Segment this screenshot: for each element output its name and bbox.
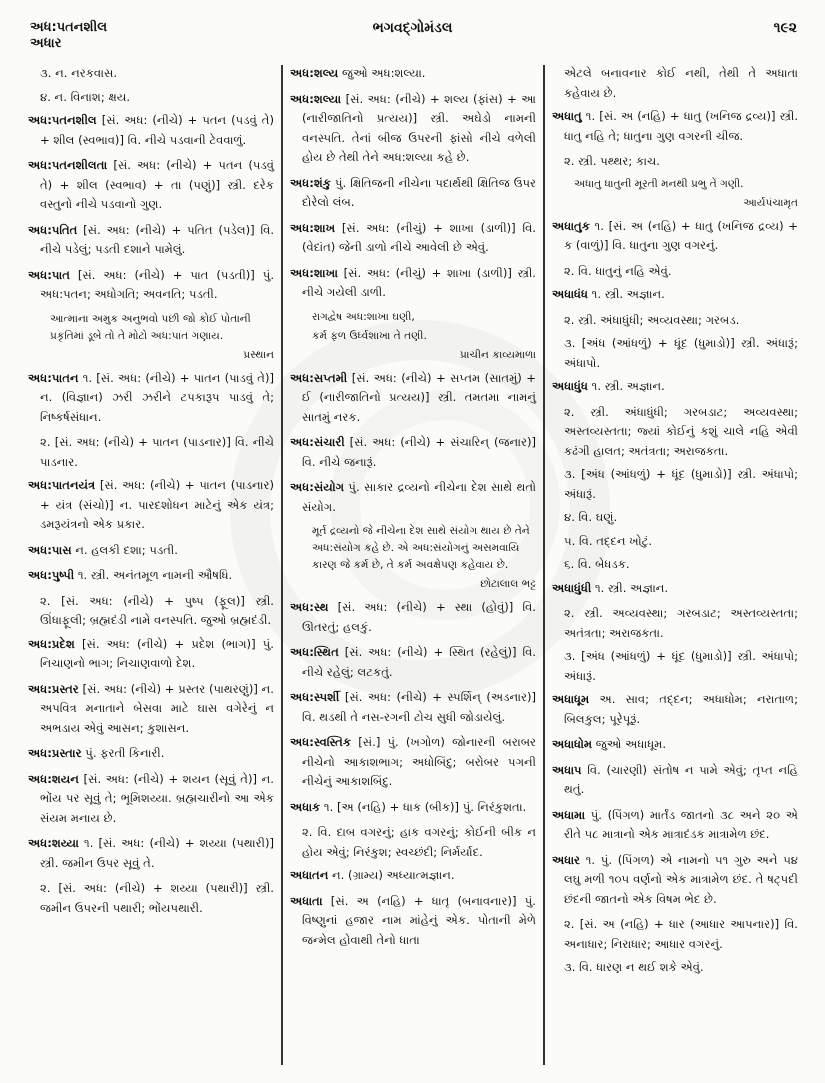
dictionary-entry bbox=[552, 579, 798, 599]
entry-definition: ૧. સ્ત્રી. અજ્ઞાન. bbox=[591, 580, 669, 595]
entry-sense: ૨. વિ. દાબ વગરનું; હાક વગરનું; કોઈની બીક ન હોય એવું; નિરંકુશ; સ્વચ્છંદી; નિર્મર્યાદ. bbox=[302, 825, 536, 859]
entry-definition: જુઓ અધ:શલ્યા. bbox=[338, 66, 426, 80]
entry-definition: વિ. (ચારણી) સંતોષ ન પામે એવું; તૃપ્ત નહિ થતું. bbox=[564, 762, 798, 796]
dictionary-entry bbox=[552, 761, 798, 800]
dictionary-entry bbox=[552, 735, 798, 755]
dictionary-entry bbox=[290, 433, 536, 472]
page-number: ૧૯૨ bbox=[773, 20, 797, 36]
dictionary-entry bbox=[28, 221, 274, 260]
entry-definition: ૧. સ્ત્રી. અજ્ઞાન. bbox=[587, 379, 665, 393]
entry-headword: અધ:શલ્ય bbox=[290, 66, 339, 80]
entry-definition: ૧. [અ (નહિ) + ધાક (બીક)] પું. નિરંકુશતા. bbox=[320, 799, 527, 814]
entry-headword: અધ:પતનશીલતા bbox=[28, 158, 108, 172]
entry-definition: પું. ક્ષિતિજની નીચેના પદાર્થથી ક્ષિતિજ ઉપર દોરેલો લંબ. bbox=[302, 175, 536, 209]
entry-headword: અધ:સંચારી bbox=[290, 435, 345, 449]
entry-definition: [સં. અધ: (નીચું) + શાખા (ડાળી)] વિ. (વેદાંત) જેની ડાળો નીચે આવેલી છે એવું. bbox=[302, 220, 536, 254]
entry-definition: [સં. અધ: (નીચે) + સ્પર્શિન્ (અડનાર)] વિ. થડથી તે નસ-રગની ટોચ સુધી જોડાયેલું. bbox=[302, 690, 536, 724]
entry-sense: ૩. [અંધ (આંધળું) + ધૂંદ (ધુમાડો)] સ્ત્રી. અંધાપો; અંધારૂં. bbox=[564, 649, 798, 683]
entry-definition: ૧. [સં. અ (નહિ) + ધાતુ (ખનિજ દ્રવ્ય) + ક (વાળું)] વિ. ધાતુના ગુણ વગરનું. bbox=[564, 218, 798, 252]
entry-definition: [સં. અધ: (નીચે) + શયન (સૂવું તે)] ન. ભોંય પર સૂવું તે; ભૂમિશય્યા. બ્રહ્મચારીનો આ એક સંયમ મનાય છે. bbox=[40, 771, 274, 825]
entry-definition: પું. સાકાર દ્રવ્યનો નીચેના દેશ સાથે થતો સંયોગ. bbox=[302, 480, 536, 514]
citation-quote: અધાતુ ધાતુની મૂરતી મનથી પ્રભુ તેં ગણી. bbox=[574, 177, 744, 190]
entry-headword: અધાતા bbox=[290, 893, 323, 908]
entry-headword: અધ:પ્રસ્તર bbox=[28, 681, 79, 696]
dictionary-entry bbox=[290, 688, 536, 727]
entry-definition: [સં. અધ: (નીચે) + પતિત (પડેલ)] વિ. નીચે પડેલું; પડતી દશાને પામેલું. bbox=[40, 222, 274, 256]
column-1 bbox=[28, 64, 274, 922]
dictionary-entry bbox=[552, 217, 798, 256]
entry-definition: જુઓ અધાધૂમ. bbox=[592, 737, 667, 751]
dictionary-entry bbox=[552, 285, 798, 305]
entry-headword: અધાતુ bbox=[552, 109, 582, 123]
dictionary-entry bbox=[28, 680, 274, 739]
citation-quote: આત્માના અમુક અનુભવો પછી જો કોઈ પોતાની પ્રકૃતિમાં ડૂબે તો તે મોટો અધ:પાત ગણાય. bbox=[50, 312, 251, 342]
entry-sense: ૨. સ્ત્રી. અવ્યવસ્થા; ગરબડાટ; અસ્તવ્યસ્તતા; અતંત્રતા; અરાજકતા. bbox=[564, 606, 798, 640]
entry-sense: ૩. [અંધ (આંધળું) + ધૂંદ (ધુમાડો)] સ્ત્રી. અંધાપો; અંધારૂં. bbox=[564, 467, 798, 501]
dictionary-entry bbox=[552, 377, 798, 397]
entry-sense: ૨. [સં. અધ: (નીચે) + પુષ્પ (ફૂલ)] સ્ત્રી. ઊંધાફૂલી; બ્રહ્મદંડી નામે વનસ્પતિ. જુઓ બ્રહ્મદંડી. bbox=[40, 593, 274, 627]
entry-sense: ૪. વિ. ઘણું. bbox=[564, 510, 618, 524]
entry-definition: [સં. અધ: (નીચે) + પતન (પડવું તે) + શીલ (સ્વભાવ)] વિ. નીચે પડવાની ટેવવાળું. bbox=[40, 113, 274, 147]
entry-headword: અધ:શાખ bbox=[290, 220, 336, 235]
dictionary-entry bbox=[28, 541, 274, 561]
entry-headword: અધાધંધ bbox=[552, 287, 588, 301]
citation-source: છોટાલાલ ભટ્ટ bbox=[480, 578, 536, 590]
dictionary-entry bbox=[28, 111, 274, 150]
entry-headword: અધ:પાતનયંત્ર bbox=[28, 478, 96, 492]
entry-definition: [સં. અધ: (નીચે) + સ્થા (હોવું)] વિ. ઊતરતું; હલકું. bbox=[302, 600, 536, 634]
entry-headword: અધ:પ્રસ્તાર bbox=[28, 746, 82, 760]
entry-headword: અધ:પાત bbox=[28, 267, 70, 282]
entry-sense: ૩. ન. નરકવાસ. bbox=[40, 66, 118, 80]
running-title: ભગવદ્ગોમંડલ bbox=[372, 20, 453, 36]
entry-headword: અધ:શલ્યા bbox=[290, 91, 342, 106]
entry-definition: [સં. અધ: (નીચે) + સ્થિત (રહેલું)] વિ. નીચે રહેલું; લટકતું. bbox=[302, 645, 536, 679]
dictionary-entry bbox=[290, 64, 536, 84]
dictionary-entry bbox=[290, 598, 536, 637]
dictionary-entry bbox=[28, 744, 274, 764]
dictionary-entry bbox=[28, 156, 274, 215]
entry-headword: અધ:પુષ્પી bbox=[28, 568, 75, 582]
dictionary-entry bbox=[552, 851, 798, 910]
entry-headword: અધામા bbox=[552, 807, 586, 822]
dictionary-entry bbox=[28, 566, 274, 586]
entry-definition: અ. સાવ; તદ્દન; અધાધોમ; નરાતાળ; બિલકુલ; પૂરેપૂરૂં. bbox=[564, 692, 798, 726]
entry-headword: અધાતુક bbox=[552, 218, 590, 233]
entry-headword: અધ:શાખા bbox=[290, 265, 338, 280]
guide-word-first: અધ:પતનશીલ bbox=[30, 20, 108, 35]
entry-definition: [સં.] પું. (ખગોળ) જોનારની બરાબર નીચેનો આકાશભાગ; અધોબિંદુ; બરોબર પગની નીચેનું આકાશબિંદુ. bbox=[302, 735, 536, 788]
entry-headword: અધ:શંકુ bbox=[290, 175, 331, 190]
entry-sense: ૩. [અંધ (આંધળું) + ધૂંદ (ધુમાડો)] સ્ત્રી. અંધારૂં; અંધાપો. bbox=[564, 336, 798, 370]
entry-headword: અધાધુંધી bbox=[552, 580, 592, 595]
entry-headword: અધ:સ્વસ્તિક bbox=[290, 735, 352, 749]
entry-headword: અધાપ bbox=[552, 762, 582, 777]
entry-definition: ન. હલકી દશા; પડતી. bbox=[71, 542, 178, 557]
entry-headword: અધ:પાસ bbox=[28, 542, 72, 557]
citation-source: પ્રસ્થાન bbox=[243, 348, 274, 361]
entry-definition: [સં. અધ: (નીચે) + પાતન (પાડનાર) + યંત્ર (સંચો)] ન. પારદશોધન માટેનું એક યંત્ર; ડમરૂયંત્રનો એક પ્રકાર. bbox=[40, 478, 274, 531]
entry-definition: ૧. [સં. અધ: (નીચે) + શય્યા (પથારી)] સ્ત્રી. જમીન ઉપર સૂવું તે. bbox=[40, 836, 274, 870]
dictionary-entry bbox=[552, 107, 798, 146]
entry-definition: [સં. અધ: (નીચું) + શાખા (ડાળી)] સ્ત્રી. નીચે ગયેલી ડાળી. bbox=[302, 265, 536, 299]
dictionary-entry bbox=[28, 369, 274, 428]
citation-source: આર્યપંચામૃત bbox=[743, 196, 798, 209]
dictionary-entry bbox=[290, 219, 536, 258]
entry-headword: અધ:સ્થિત bbox=[290, 645, 339, 659]
entry-definition: [સં. અધ: (નીચે) + પ્રસ્તર (પાથરણું)] ન. અપવિત્ર મનાતાને બેસવા માટે ઘાસ વગેરેનું ન અભડાય એવું આસન; કુશાસન. bbox=[40, 681, 274, 735]
dictionary-entry bbox=[290, 733, 536, 792]
entry-sense: એટલે બનાવનાર કોઈ નથી, તેથી તે અધાતા કહેવાય છે. bbox=[564, 66, 798, 100]
entry-headword: અધ:પતનશીલ bbox=[28, 113, 97, 127]
dictionary-entry bbox=[552, 690, 798, 729]
entry-definition: ૧. સ્ત્રી. અજ્ઞાન. bbox=[587, 287, 665, 301]
entry-sense: ૨. સ્ત્રી. અંધાધુંધી; ગરબડાટ; અવ્યવસ્થા; અસ્તવ્યસ્તતા; જ્યાં કોઈનું કશું ચાલે નહિ એવી કઢંગી હાલત; અતંત્રતા; અરાજકતા. bbox=[564, 404, 798, 458]
guide-words bbox=[30, 20, 107, 52]
column-divider bbox=[281, 65, 283, 1065]
entry-definition: [સં. અધ: (નીચે) + પતન (પડવું તે) + શીલ (સ્વભાવ) + તા (પણું)] સ્ત્રી. દરેક વસ્તુનો નીચે પડવાનો ગુણ. bbox=[40, 158, 274, 211]
dictionary-entry bbox=[28, 834, 274, 873]
dictionary-entry bbox=[290, 369, 536, 428]
entry-definition: પું. (પિંગળ) માર્તંડ જાતનો ૩૮ અને ૨૦ એ રીતે ૫૮ માત્રાનો એક માત્રાદંડક માત્રામેળ છંદ. bbox=[564, 807, 798, 841]
entry-sense: ૨. વિ. ધાતુનું નહિ એવું. bbox=[564, 263, 672, 278]
entry-definition: [સં. અધ: (નીચે) + પાત (પડતી)] પું. અધ:પતન; અધોગતિ; અવનતિ; પડતી. bbox=[40, 267, 274, 301]
entry-headword: અધાક bbox=[290, 799, 321, 814]
entry-definition: [સં. અધ: (નીચે) + શલ્ય (ફાંસ) + આ (નારીજાતિનો પ્રત્યય)] સ્ત્રી. અઘેડો નામની વનસ્પતિ. તેનાં બીજ ઉપરની ફાંસો નીચે વળેલી હોય છે તેથી તેને અધ:શલ્યા કહે છે. bbox=[302, 91, 536, 164]
entry-definition: ૧. પું. (પિંગળ) એ નામનો ૫૧ ગુરુ અને ૫૪ લઘુ મળી ૧૦૫ વર્ણનો એક માત્રામેળ છંદ. તે ષટ્પદી છંદની જાતનો એક વિષમ ભેદ છે. bbox=[564, 852, 798, 906]
citation-source: પ્રાચીન કાવ્યમાળા bbox=[460, 348, 536, 361]
entry-definition: [સં. અધ: (નીચે) + સપ્તમ (સાતમું) + ઈ (નારીજાતિનો પ્રત્યય)] સ્ત્રી. તમતમા નામનું સાતમું નરક. bbox=[302, 370, 536, 424]
column-divider bbox=[543, 65, 545, 1065]
citation-quote: રાગદ્વેષ અધ:શાખા ઘણી, bbox=[312, 310, 415, 323]
entry-headword: અધ:શય્યા bbox=[28, 836, 79, 850]
entry-definition: પું. ફરતી કિનારી. bbox=[81, 746, 165, 760]
entry-definition: ૧. [સં. અ (નહિ) + ધાતુ (ખનિજ દ્રવ્ય)] સ્ત્રી. ધાતુ નહિ તે; ધાતુના ગુણ વગરની ચીજ. bbox=[564, 109, 798, 143]
entry-sense: ૨. [સં. અધ: (નીચે) + પાતન (પાડનાર)] વિ. નીચે પાડનાર. bbox=[40, 435, 274, 469]
entry-headword: અધ:સ્થ bbox=[290, 600, 329, 614]
dictionary-entry bbox=[290, 90, 536, 168]
dictionary-entry bbox=[290, 866, 536, 886]
citation-quote: મૂર્ત દ્રવ્યનો જે નીચેના દેશ સાથે સંયોગ થાય છે તેને અધ:સંયોગ કહે છે. એ અધ:સંયોગનું અસમવાયિ કારણ જે કર્મ છે, તે કર્મ અવક્ષેપણ કહેવાય છે. bbox=[312, 525, 530, 571]
entry-headword: અધ:સપ્તમી bbox=[290, 370, 348, 385]
dictionary-entry bbox=[28, 476, 274, 535]
entry-headword: અધ:શયન bbox=[28, 771, 79, 786]
entry-sense: ૨. [સં. અધ: (નીચે) + શય્યા (પથારી)] સ્ત્રી. જમીન ઉપરની પથારી; ભોંયપથારી. bbox=[40, 881, 274, 915]
entry-sense: ૨. સ્ત્રી. અંધાધુંધી; અવ્યવસ્થા; ગરબડ. bbox=[564, 312, 740, 327]
dictionary-entry bbox=[28, 770, 274, 829]
entry-definition: ૧. [સં. અધ: (નીચે) + પાતન (પાડવું તે)] ન. (વિજ્ઞાન) ઝરી ઝરીને ટપકારૂપ પાડવું તે; નિષ્કર્ષસંધાન. bbox=[40, 370, 274, 424]
entry-headword: અધાધોમ bbox=[552, 737, 593, 751]
dictionary-entry bbox=[290, 643, 536, 682]
entry-headword: અધાધૂમ bbox=[552, 692, 590, 706]
guide-word-last: અધાર bbox=[30, 36, 62, 51]
entry-definition: ન. (ગ્રામ્ય) અધ્યાત્મજ્ઞાન. bbox=[328, 868, 455, 882]
citation-quote: કર્મ ફળ ઉર્ધ્વશાખા તે તણી. bbox=[312, 329, 427, 342]
dictionary-entry bbox=[290, 478, 536, 517]
entry-headword: અધાતન bbox=[290, 868, 329, 882]
dictionary-entry bbox=[28, 266, 274, 305]
entry-definition: [સં. અધ: (નીચે) + સંચારિન્ (જનાર)] વિ. નીચે જનારૂં. bbox=[302, 435, 536, 469]
entry-headword: અધ:પાતન bbox=[28, 370, 79, 385]
entry-headword: અધ:સંયોગ bbox=[290, 480, 345, 494]
entry-sense: ૨. [સં. અ (નહિ) + ધાર (આધાર આપનાર)] વિ. અનાધાર; નિરાધાર; આધાર વગરનું. bbox=[564, 917, 798, 951]
column-3 bbox=[552, 64, 798, 982]
entry-sense: ૪. ન. વિનાશ; ક્ષય. bbox=[40, 89, 131, 104]
entry-sense: ૩. વિ. ધારણ ન થઈ શકે એવું. bbox=[564, 960, 704, 974]
entry-headword: અધાધુંધ bbox=[552, 379, 588, 393]
entry-sense: ૬. વિ. બેધડક. bbox=[564, 557, 630, 571]
entry-headword: અધાર bbox=[552, 852, 581, 867]
dictionary-entry bbox=[290, 892, 536, 951]
column-2 bbox=[290, 64, 536, 956]
dictionary-entry bbox=[290, 174, 536, 213]
entry-sense: ૨. સ્ત્રી. પથ્થર; કાચ. bbox=[564, 154, 660, 168]
entry-sense: ૫. વિ. તદ્દન ખોટું. bbox=[564, 533, 653, 548]
dictionary-entry bbox=[28, 635, 274, 674]
dictionary-entry bbox=[552, 806, 798, 845]
dictionary-entry bbox=[290, 264, 536, 303]
entry-headword: અધ:સ્પર્શી bbox=[290, 690, 340, 704]
entry-definition: [સં. અધ: (નીચે) + પ્રદેશ (ભાગ)] પું. નિચાણનો ભાગ; નિચાણવાળો દેશ. bbox=[40, 636, 274, 670]
entry-headword: અધ:પતિત bbox=[28, 222, 78, 237]
dictionary-entry bbox=[290, 798, 536, 818]
entry-headword: અધ:પ્રદેશ bbox=[28, 636, 75, 651]
entry-definition: ૧. સ્ત્રી. અનંતમૂળ નામની ઔષધિ. bbox=[74, 568, 233, 582]
entry-definition: [સં. અ (નહિ) + ધાતૃ (બનાવનાર)] પું. વિષ્ણુનાં હજાર નામ માંહેનું એક. પોતાની મેળે જન્મેલ હોવાથી તેનો ધાતા bbox=[302, 893, 536, 947]
page-header bbox=[0, 20, 825, 56]
